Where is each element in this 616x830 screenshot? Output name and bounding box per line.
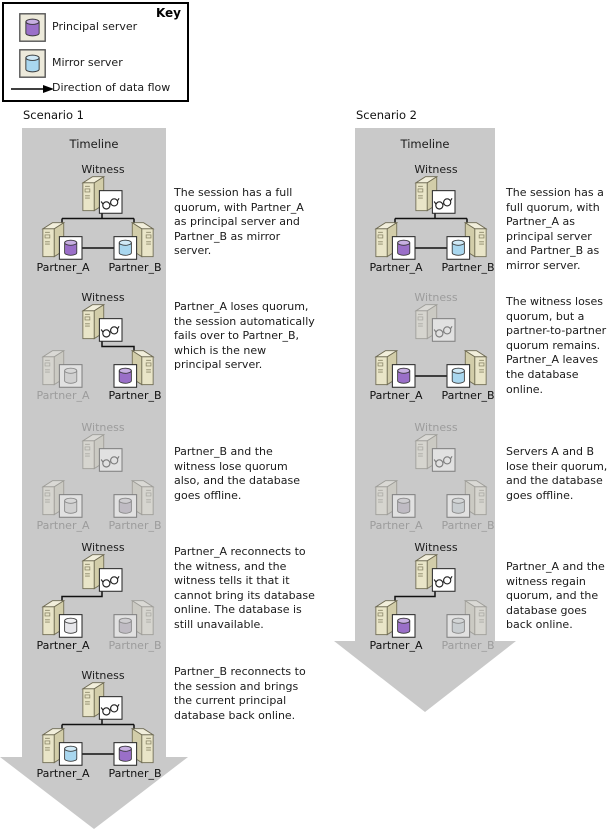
witness-label: Witness (414, 163, 458, 176)
partner-a-label: Partner_A (369, 261, 423, 274)
s1-step1 (24, 163, 174, 277)
principal-server-icon (19, 13, 46, 42)
s2-step2 (357, 291, 507, 405)
partner-b-server-icon (444, 479, 490, 519)
partner-a-server-icon (39, 727, 85, 767)
partner-a-server-icon (39, 599, 85, 639)
s1-step2 (24, 291, 174, 405)
partner-b-label: Partner_B (108, 767, 162, 780)
partner-b-label: Partner_B (108, 639, 162, 652)
timeline-label: Timeline (400, 137, 450, 151)
partner-b-label: Partner_B (441, 519, 495, 532)
partner-a-server-icon (39, 479, 85, 519)
s2-step1 (357, 163, 507, 277)
partner-a-server-icon (372, 479, 418, 519)
s1-step4 (24, 541, 174, 655)
s2-step4 (357, 541, 507, 655)
witness-label: Witness (414, 291, 458, 304)
partner-b-server-icon (111, 599, 157, 639)
witness-label: Witness (81, 291, 125, 304)
step-description: Partner_B reconnects to the session and brings the current principal database back online. (174, 665, 306, 722)
partner-b-label: Partner_B (108, 261, 162, 274)
partner-b-label: Partner_B (441, 639, 495, 652)
step-description: The witness loses quorum, but a partner-to-partner quorum remains. Partner_A leaves the database online. (506, 295, 607, 396)
partner-a-label: Partner_A (36, 519, 90, 532)
witness-label: Witness (414, 421, 458, 434)
partner-a-label: Partner_A (36, 261, 90, 274)
witness-server-icon (79, 175, 125, 215)
step-description: Partner_B and the witness lose quorum also, and the database goes offline. (174, 445, 300, 502)
key-panel (2, 2, 189, 102)
data-flow-arrow-icon (10, 84, 56, 94)
partner-a-label: Partner_A (36, 767, 90, 780)
partner-b-server-icon (111, 479, 157, 519)
s1-step5 (24, 669, 174, 783)
witness-server-icon (412, 175, 458, 215)
step-description: Partner_A and the witness regain quorum, and the database goes back online. (506, 560, 605, 632)
partner-b-server-icon (111, 221, 157, 261)
witness-server-icon (412, 433, 458, 473)
key-title: Key (155, 6, 181, 20)
step-description: The session has a full quorum, with Partner_A as principal server and Partner_B as mirror server. (506, 186, 604, 272)
partner-a-server-icon (39, 221, 85, 261)
witness-label: Witness (81, 669, 125, 682)
partner-a-label: Partner_A (369, 519, 423, 532)
witness-server-icon (412, 553, 458, 593)
partner-a-label: Partner_A (36, 389, 90, 402)
partner-b-label: Partner_B (108, 519, 162, 532)
step-description: Partner_A reconnects to the witness, and the witness tells it that it cannot bring its database online. The database is still unavailable. (174, 545, 315, 631)
witness-label: Witness (81, 421, 125, 434)
step-description: Servers A and B lose their quorum, and the database goes offline. (506, 445, 608, 502)
witness-server-icon (79, 303, 125, 343)
partner-a-server-icon (372, 599, 418, 639)
partner-a-label: Partner_A (369, 639, 423, 652)
step-description: Partner_A loses quorum, the session automatically fails over to Partner_B, which is the new principal server. (174, 300, 315, 372)
s1-step3 (24, 421, 174, 535)
partner-a-server-icon (372, 221, 418, 261)
partner-a-server-icon (372, 349, 418, 389)
key-item-label: Mirror server (52, 56, 123, 69)
partner-a-label: Partner_A (36, 639, 90, 652)
partner-a-label: Partner_A (369, 389, 423, 402)
witness-server-icon (79, 681, 125, 721)
key-item-label: Direction of data flow (52, 81, 171, 94)
partner-b-label: Partner_B (441, 261, 495, 274)
witness-server-icon (79, 553, 125, 593)
key-item-label: Principal server (52, 20, 138, 33)
partner-b-server-icon (111, 727, 157, 767)
partner-b-label: Partner_B (441, 389, 495, 402)
partner-b-server-icon (111, 349, 157, 389)
scenario1-title: Scenario 1 (23, 108, 84, 122)
witness-server-icon (79, 433, 125, 473)
witness-label: Witness (414, 541, 458, 554)
partner-b-server-icon (444, 349, 490, 389)
timeline-label: Timeline (69, 137, 119, 151)
scenario2-title: Scenario 2 (356, 108, 417, 122)
partner-a-server-icon (39, 349, 85, 389)
partner-b-server-icon (444, 599, 490, 639)
step-description: The session has a full quorum, with Partner_A as principal server and Partner_B as mirror server. (174, 186, 304, 258)
partner-b-label: Partner_B (108, 389, 162, 402)
witness-label: Witness (81, 163, 125, 176)
witness-server-icon (412, 303, 458, 343)
s2-step3 (357, 421, 507, 535)
mirror-server-icon (19, 49, 46, 78)
witness-label: Witness (81, 541, 125, 554)
partner-b-server-icon (444, 221, 490, 261)
